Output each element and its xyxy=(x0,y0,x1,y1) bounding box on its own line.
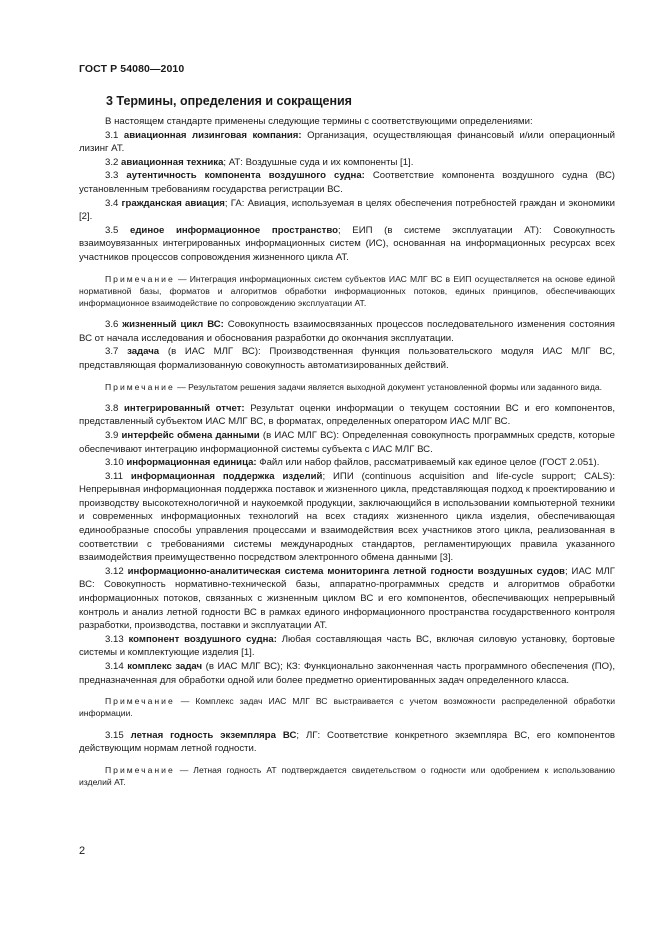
term-definition: ; ИАС МЛГ ВС: Совокупность нормативно-технической базы, аппаратно-программных средств и алгоритмов обработки информационных потоков, связанных с жизненным циклом ВС и его компонентов, обеспечивающих непрерывный контроль и анализ летной годности ВС в рамках единого информационного пространства государственного контроля разработки, производства, поставки и эксплуатации АТ. xyxy=(79,565,615,632)
term-3-7 xyxy=(79,345,615,372)
term-number: 3.8 xyxy=(105,402,119,414)
term-number: 3.10 xyxy=(105,457,124,469)
term-number: 3.9 xyxy=(105,429,119,441)
term-number: 3.15 xyxy=(105,729,124,741)
term-number: 3.3 xyxy=(105,170,119,182)
term-3-4 xyxy=(79,197,615,224)
note-text: — Комплекс задач ИАС МЛГ ВС выстраивается с учетом возможности распределенной обработки информации. xyxy=(79,696,615,719)
term-3-10 xyxy=(79,456,615,470)
term-name: авиационная техника xyxy=(121,156,224,168)
note-text: — Летная годность АТ подтверждается свидетельством о годности или одобрением к использованию изделий АТ. xyxy=(79,764,615,787)
term-name: компонент воздушного судна: xyxy=(128,633,277,645)
term-3-11 xyxy=(79,470,615,565)
term-definition: ; АТ: Воздушные суда и их компоненты [1]. xyxy=(223,156,414,168)
intro-paragraph: В настоящем стандарте применены следующие термины с соответствующими определениями: xyxy=(105,116,533,127)
term-definition: ; ЛГ: Соответствие конкретного экземпляра ВС, его компонентов действующим нормам летной годности. xyxy=(79,729,616,755)
term-name: информационная поддержка изделий xyxy=(130,470,323,482)
term-name: гражданская авиация xyxy=(121,197,225,209)
term-definition: ; ГА: Авиация, используемая в целях обеспечения потребностей граждан и экономики [2]. xyxy=(79,197,615,223)
note-text: — Результатом решения задачи является выходной документ установленной формы или заданного вида. xyxy=(174,381,603,392)
term-name: интегрированный отчет: xyxy=(124,402,245,414)
document-body xyxy=(79,115,615,797)
term-number: 3.1 xyxy=(105,129,119,141)
term-definition: Соответствие компонента воздушного судна (ВС) установленным требованиям государства регистрации ВС. xyxy=(79,170,616,195)
note-4 xyxy=(79,764,615,788)
note-label: Примечание xyxy=(105,273,175,284)
term-name: интерфейс обмена данными xyxy=(121,429,260,441)
note-label: Примечание xyxy=(105,696,175,707)
term-3-2 xyxy=(79,156,615,170)
term-3-5 xyxy=(79,224,615,265)
term-definition: ; ЕИП (в системе эксплуатации АТ): Совокупность взаимоувязанных интегрированных информационных систем (ИС), основанная на информационных ресурсах всех участников процессов сопровождения жизненного цикла АТ. xyxy=(79,224,616,263)
term-number: 3.5 xyxy=(105,224,119,236)
note-3 xyxy=(79,695,615,719)
section-title: 3 Термины, определения и сокращения xyxy=(106,94,352,108)
page-number: 2 xyxy=(79,845,86,857)
term-number: 3.13 xyxy=(105,633,124,645)
term-name: единое информационное пространство xyxy=(130,224,338,236)
term-3-6 xyxy=(79,318,615,345)
term-3-14 xyxy=(79,660,615,687)
term-definition: ; ИПИ (continuous acquisition and life-cycle support; CALS): Непрерывная информационная поддержка поставок и жизненного цикла, представляющая подход к проектированию и производству высокотехнологичной и наукоемкой продукции, заключающийся в использовании компьютерной техники и современных информационных технологий на всех стадиях жизненного цикла изделия, обеспечивающая единообразные способы управления процессами и взаимодействия всех участников этого цикла, реализованная в соответствии с требованиями системы международных стандартов, регламентирующих правила указанного взаимодействия преимущественно посредством электронного обмена данными [3]. xyxy=(79,470,615,564)
term-definition: Совокупность взаимосвязанных процессов последовательного изменения состояния ВС от начала исследования и обоснования разработки до окончания эксплуатации. xyxy=(79,319,615,344)
term-number: 3.4 xyxy=(105,197,119,209)
term-definition: Файл или набор файлов, рассматриваемый как единое целое (ГОСТ 2.051). xyxy=(256,457,600,469)
term-number: 3.14 xyxy=(105,661,124,672)
term-definition: (в ИАС МЛГ ВС): Производственная функция пользовательского модуля ИАС МЛГ ВС, представляющая формализованную совокупность автоматизированных действий. xyxy=(79,346,616,371)
term-definition: Любая составляющая часть ВС, включая силовую установку, бортовые системы и комплектующие изделия [1]. xyxy=(79,633,615,659)
note-2 xyxy=(79,381,615,393)
term-definition: (в ИАС МЛГ ВС); КЗ: Функционально законченная часть программного обеспечения (ПО), предназначенная для обработки одной или более предметно ориентированных задач определенного класса. xyxy=(79,661,615,686)
note-text: — Интеграция информационных систем субъектов ИАС МЛГ ВС в ЕИП осуществляется на основе единой нормативной базы, форматов и алгоритмов обработки информационных потоков, единых принципов, обеспечивающих информационное взаимодействие по сопровождению эксплуатации АТ. xyxy=(79,273,615,308)
term-name: комплекс задач xyxy=(127,661,203,672)
term-3-9 xyxy=(79,429,615,456)
term-name: информационная единица: xyxy=(126,457,257,469)
term-name: информационно-аналитическая система мониторинга летной годности воздушных судов xyxy=(127,565,565,577)
term-number: 3.6 xyxy=(105,319,119,331)
term-3-8 xyxy=(79,402,615,429)
term-3-3 xyxy=(79,169,615,196)
term-definition: Организация, осуществляющая финансовый и/или операционный лизинг АТ. xyxy=(79,129,615,155)
note-1 xyxy=(79,273,615,310)
term-name: авиационная лизинговая компания: xyxy=(123,129,302,141)
term-name: летная годность экземпляра ВС xyxy=(130,729,297,741)
term-3-1 xyxy=(79,129,615,156)
term-3-13 xyxy=(79,633,615,660)
term-3-15 xyxy=(79,729,615,756)
term-number: 3.2 xyxy=(105,156,119,168)
term-name: задача xyxy=(127,346,160,358)
term-number: 3.11 xyxy=(105,470,123,482)
document-header: ГОСТ Р 54080—2010 xyxy=(79,63,185,75)
term-name: жизненный цикл ВС: xyxy=(122,319,224,331)
term-definition: (в ИАС МЛГ ВС): Определенная совокупность программных средств, которые обеспечивают интеграцию информационной системы субъекта с ИАС МЛГ ВС. xyxy=(79,429,615,455)
term-number: 3.12 xyxy=(105,565,124,577)
note-label: Примечание xyxy=(105,764,175,775)
term-name: аутентичность компонента воздушного судна: xyxy=(126,170,365,182)
note-label: Примечание xyxy=(105,381,175,392)
term-3-12 xyxy=(79,565,615,633)
term-definition: Результат оценки информации о текущем состоянии ВС и его компонентов, представленный субъектом ИАС МЛГ ВС, в форматах, определенных оператором ИАС МЛГ ВС. xyxy=(79,402,615,428)
term-number: 3.7 xyxy=(105,346,119,358)
